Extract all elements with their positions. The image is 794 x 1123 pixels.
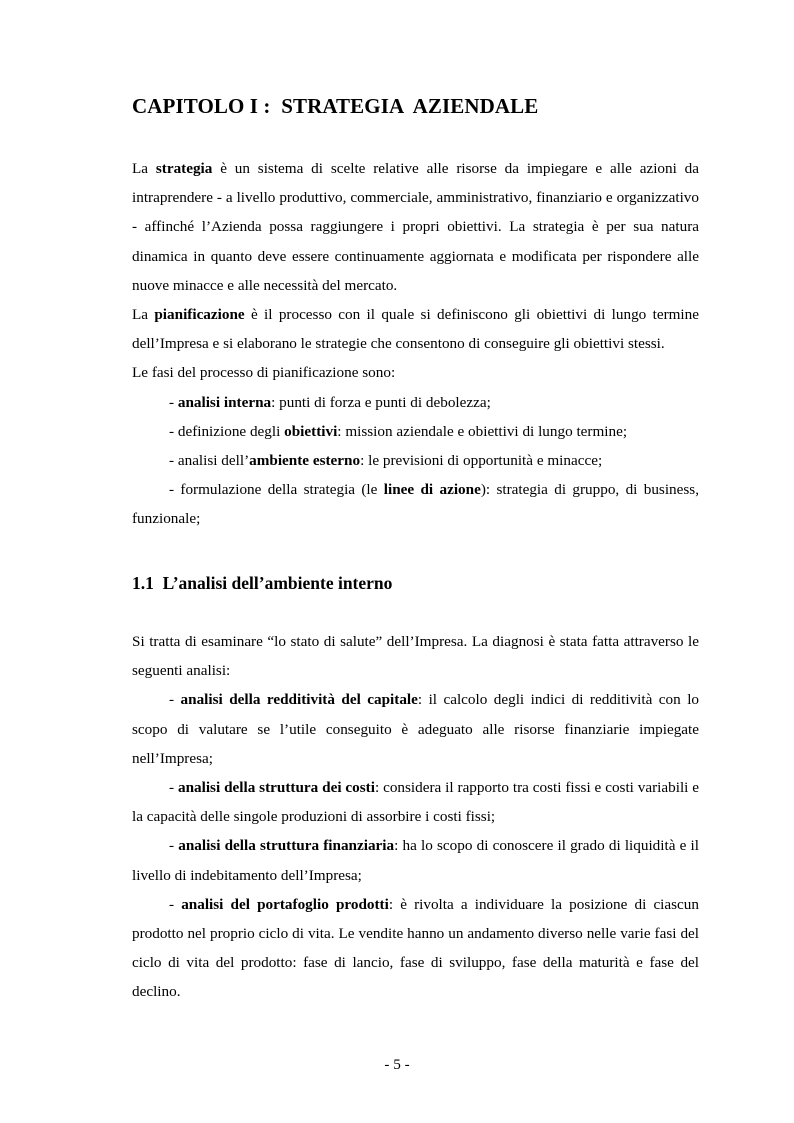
phase-item-text: : mission aziendale e obiettivi di lungo termine; bbox=[337, 422, 628, 440]
section-text bbox=[132, 627, 699, 1007]
section-intro: Si tratta di esaminare “lo stato di salute” dell’Impresa. La diagnosi è stata fatta attraverso le seguenti analisi: bbox=[132, 633, 699, 680]
planning-paragraph-pre: La bbox=[132, 306, 155, 324]
analysis-item bbox=[132, 685, 699, 773]
phase-item-text: : le previsioni di opportunità e minacce; bbox=[360, 452, 603, 470]
analysis-item-term: analisi della struttura finanziaria bbox=[178, 837, 395, 855]
planning-paragraph-text: è il processo con il quale si definiscono gli obiettivi di lungo termine dell’Impresa e si elaborano le strategie che consentono di conseguire gli obiettivi stessi. bbox=[132, 306, 699, 353]
strategy-term: strategia bbox=[155, 160, 213, 177]
phase-item-term: ambiente esterno bbox=[249, 452, 361, 470]
analysis-item-term: analisi della struttura dei costi bbox=[177, 779, 375, 797]
analysis-item-term: analisi del portafoglio prodotti bbox=[181, 895, 389, 913]
analysis-item-text: : è rivolta a individuare la posizione di ciascun prodotto nel proprio ciclo di vita. Le vendite hanno un andamento diverso nelle varie fasi del ciclo di vita del prodotto: fase di lancio, fase di sviluppo, fase della maturità e fase del declino. bbox=[132, 895, 699, 1001]
analysis-item-text: : ha lo scopo di conoscere il grado di liquidità e il livello di indebitamento dell’Impresa; bbox=[132, 837, 699, 884]
page-number: - 5 - bbox=[384, 1056, 410, 1073]
phase-item bbox=[132, 388, 699, 417]
phase-item-pre: - definizione degli bbox=[169, 422, 285, 440]
intro-text bbox=[132, 154, 699, 534]
analysis-item-pre: - bbox=[169, 837, 179, 855]
phase-item bbox=[132, 417, 699, 446]
phase-item-pre: - bbox=[169, 393, 178, 411]
chapter-title: CAPITOLO I : STRATEGIA AZIENDALE bbox=[132, 94, 539, 118]
analysis-item-pre: - bbox=[169, 895, 182, 913]
planning-term: pianificazione bbox=[154, 306, 245, 324]
section-title: 1.1 L’analisi dell’ambiente interno bbox=[132, 573, 393, 593]
phase-item-text: : punti di forza e punti di debolezza; bbox=[271, 393, 491, 411]
phase-item-pre: - analisi dell’ bbox=[169, 452, 250, 470]
analysis-item bbox=[132, 890, 699, 1007]
strategy-paragraph bbox=[132, 154, 699, 300]
analysis-item-text: : considera il rapporto tra costi fissi e costi variabili e la capacità delle singole produzioni di assorbire i costi fissi; bbox=[132, 779, 700, 826]
analysis-item-term: analisi della redditività del capitale bbox=[180, 691, 418, 709]
strategy-paragraph-text: è un sistema di scelte relative alle risorse da impiegare e alle azioni da intraprendere - a livello produttivo, commerciale, amministrativo, finanziario e organizzativo - affinché l’Azienda possa raggiungere i propri obiettivi. La strategia è per sua natura dinamica in quanto deve essere continuamente aggiornata e modificata per rispondere alle nuove minacce e alle necessità del mercato. bbox=[132, 160, 699, 294]
analysis-item-pre: - bbox=[169, 779, 178, 797]
analysis-item-text: : il calcolo degli indici di redditività con lo scopo di valutare se l’utile conseguito è adeguato alle risorse finanziarie impiegate nell’Impresa; bbox=[132, 691, 700, 767]
phase-item bbox=[132, 446, 699, 475]
analysis-item-pre: - bbox=[169, 691, 181, 709]
phase-item-text: ): strategia di gruppo, di business, funzionale; bbox=[132, 481, 700, 528]
phase-item-term: linee di azione bbox=[383, 481, 481, 499]
strategy-paragraph-pre: La bbox=[132, 160, 156, 177]
phase-item-term: analisi interna bbox=[177, 393, 272, 411]
analysis-item bbox=[132, 831, 699, 889]
phase-item-term: obiettivi bbox=[284, 422, 338, 440]
phase-item-pre: - formulazione della strategia (le bbox=[169, 481, 384, 499]
analysis-item bbox=[132, 773, 699, 831]
planning-paragraph bbox=[132, 300, 699, 358]
phases-intro: Le fasi del processo di pianificazione sono: bbox=[132, 364, 396, 382]
phase-item bbox=[132, 475, 699, 533]
